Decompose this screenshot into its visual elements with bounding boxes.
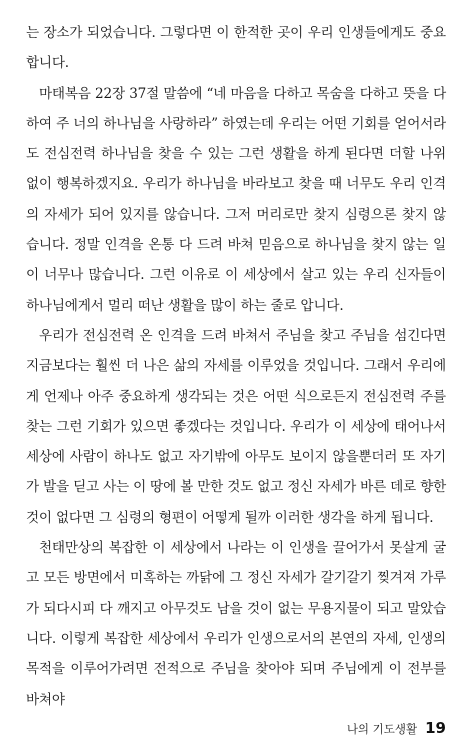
paragraph-complex-world: 천태만상의 복잡한 이 세상에서 나라는 이 인생을 끌어가서 못살게 굴고 모든 방면에서 미혹하는 까닭에 그 정신 자세가 갈기갈기 찢겨져 가루가 되다시피 다 깨지고 아무것도 남을 것이 없는 무용지물이 되고 말았습니다. 이렇게 복잡한 세상에서 우리가 인생으로서의 본연의 자세, 인생의 목적을 이루어가려면 전적으로 주님을 찾아야 되며 주님에게 이 전부를 바쳐야 xyxy=(26,540,446,708)
page-number: 19 xyxy=(425,719,446,737)
page-footer xyxy=(347,719,446,737)
running-footer-title: 나의 기도생활 xyxy=(346,722,418,736)
paragraph-matthew-verse: 마태복음 22장 37절 말씀에 “네 마음을 다하고 목숨을 다하고 뜻을 다하여 주 너의 하나님을 사랑하라” 하였는데 우리는 어떤 기회를 얻어서라도 전심전력 하나님을 찾을 수 있는 그런 생활을 하게 된다면 더할 나위 없이 행복하겠지요. 우리가 하나님을 바라보고 찾을 때 너무도 우리 인격의 자세가 되어 있지를 않습니다. 그저 머리로만 찾지 심령으론 찾지 않습니다. 정말 인격을 온통 다 드려 바쳐 믿음으로 하나님을 찾지 않는 일이 너무나 많습니다. 그런 이유로 이 세상에서 살고 있는 우리 신자들이 하나님에게서 멀리 떠난 생활을 많이 하는 줄로 압니다. xyxy=(26,85,446,314)
body-text xyxy=(26,18,446,715)
paragraph-wholehearted-seeking: 우리가 전심전력 온 인격을 드려 바쳐서 주님을 찾고 주님을 섬긴다면 지금보다는 훨씬 더 나은 삶의 자세를 이루었을 것입니다. 그래서 우리에게 언제나 아주 중요하게 생각되는 것은 어떤 식으로든지 전심전력 주를 찾는 그런 기회가 있으면 좋겠다는 것입니다. 우리가 이 세상에 태어나서 세상에 사람이 하나도 없고 자기밖에 아무도 보이지 않을뿐더러 또 자기가 발을 딛고 사는 이 땅에 볼 만한 것도 없고 정신 자세가 바른 데로 향한 것이 없다면 그 심령의 형편이 어떻게 될까 이러한 생각을 하게 됩니다. xyxy=(26,327,446,526)
paragraph-continuation: 는 장소가 되었습니다. 그렇다면 이 한적한 곳이 우리 인생들에게도 중요합니다. xyxy=(26,25,446,72)
